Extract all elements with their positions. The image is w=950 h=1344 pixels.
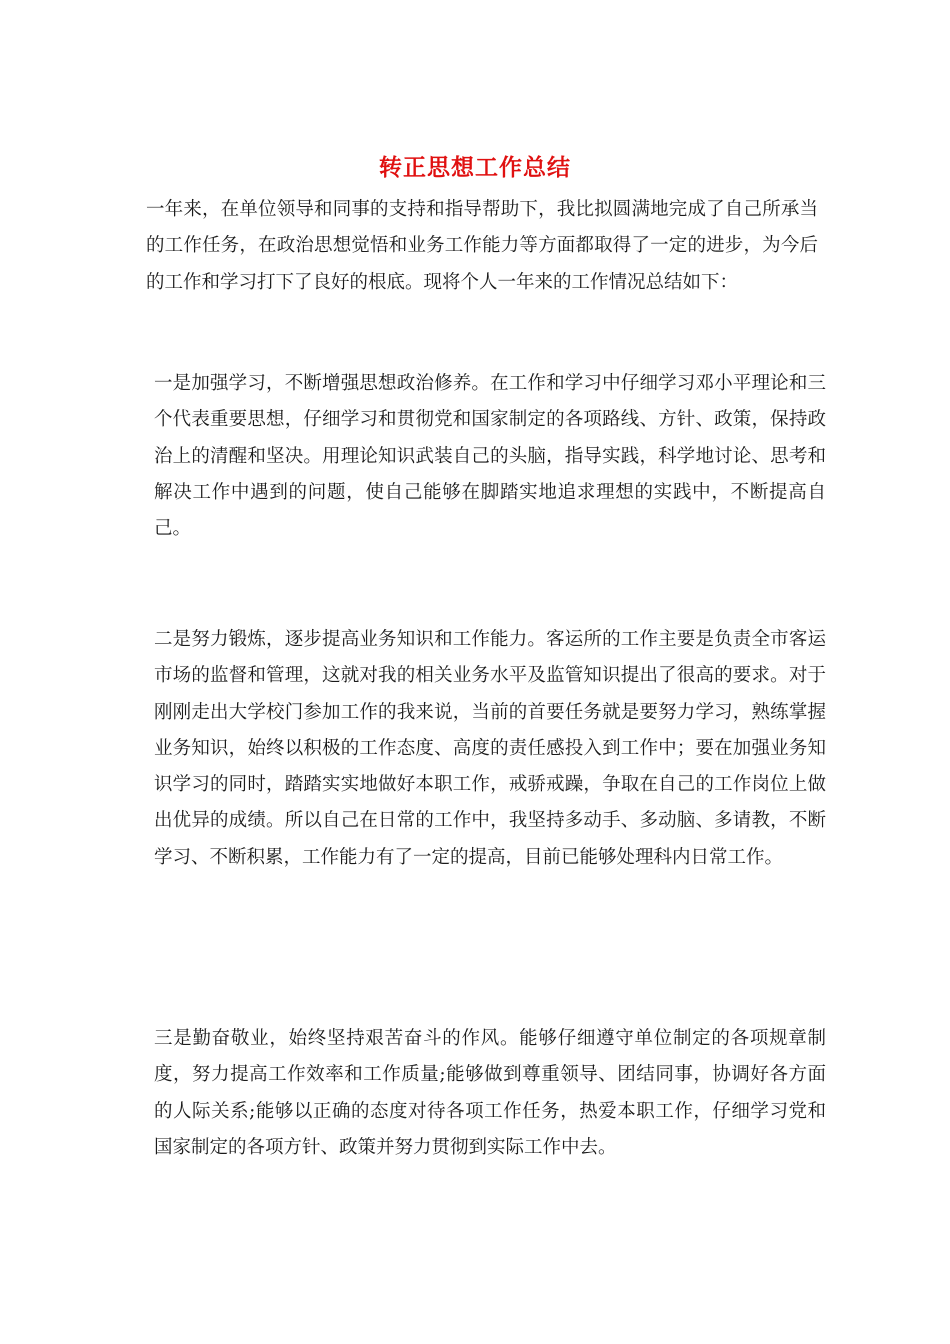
- paragraph-intro: 一年来，在单位领导和同事的支持和指导帮助下，我比拟圆满地完成了自己所承当的工作任务，在政治思想觉悟和业务工作能力等方面都取得了一定的进步，为今后的工作和学习打下了良好的根底。现将个人一年来的工作情况总结如下：: [146, 199, 818, 293]
- paragraph-training: 二是努力锻炼，逐步提高业务知识和工作能力。客运所的工作主要是负责全市客运市场的监督和管理，这就对我的相关业务水平及监管知识提出了很高的要求。对于刚刚走出大学校门参加工作的我来说，当前的首要任务就是要努力学习，熟练掌握业务知识，始终以积极的工作态度、高度的责任感投入到工作中；要在加强业务知识学习的同时，踏踏实实地做好本职工作，戒骄戒躁，争取在自己的工作岗位上做出优异的成绩。所以自己在日常的工作中，我坚持多动手、多动脑、多请教，不断学习、不断积累，工作能力有了一定的提高，目前已能够处理科内日常工作。: [154, 629, 826, 868]
- paragraph-study: 一是加强学习，不断增强思想政治修养。在工作和学习中仔细学习邓小平理论和三个代表重要思想，仔细学习和贯彻党和国家制定的各项路线、方针、政策，保持政治上的清醒和坚决。用理论知识武装自己的头脑，指导实践，科学地讨论、思考和解决工作中遇到的问题，使自己能够在脚踏实地追求理想的实践中，不断提高自己。: [154, 373, 826, 540]
- paragraph-diligence: 三是勤奋敬业，始终坚持艰苦奋斗的作风。能够仔细遵守单位制定的各项规章制度，努力提高工作效率和工作质量;能够做到尊重领导、团结同事，协调好各方面的人际关系;能够以正确的态度对待各项工作任务，热爱本职工作，仔细学习党和国家制定的各项方针、政策并努力贯彻到实际工作中去。: [154, 1028, 826, 1158]
- document-title: 转正思想工作总结: [379, 154, 571, 181]
